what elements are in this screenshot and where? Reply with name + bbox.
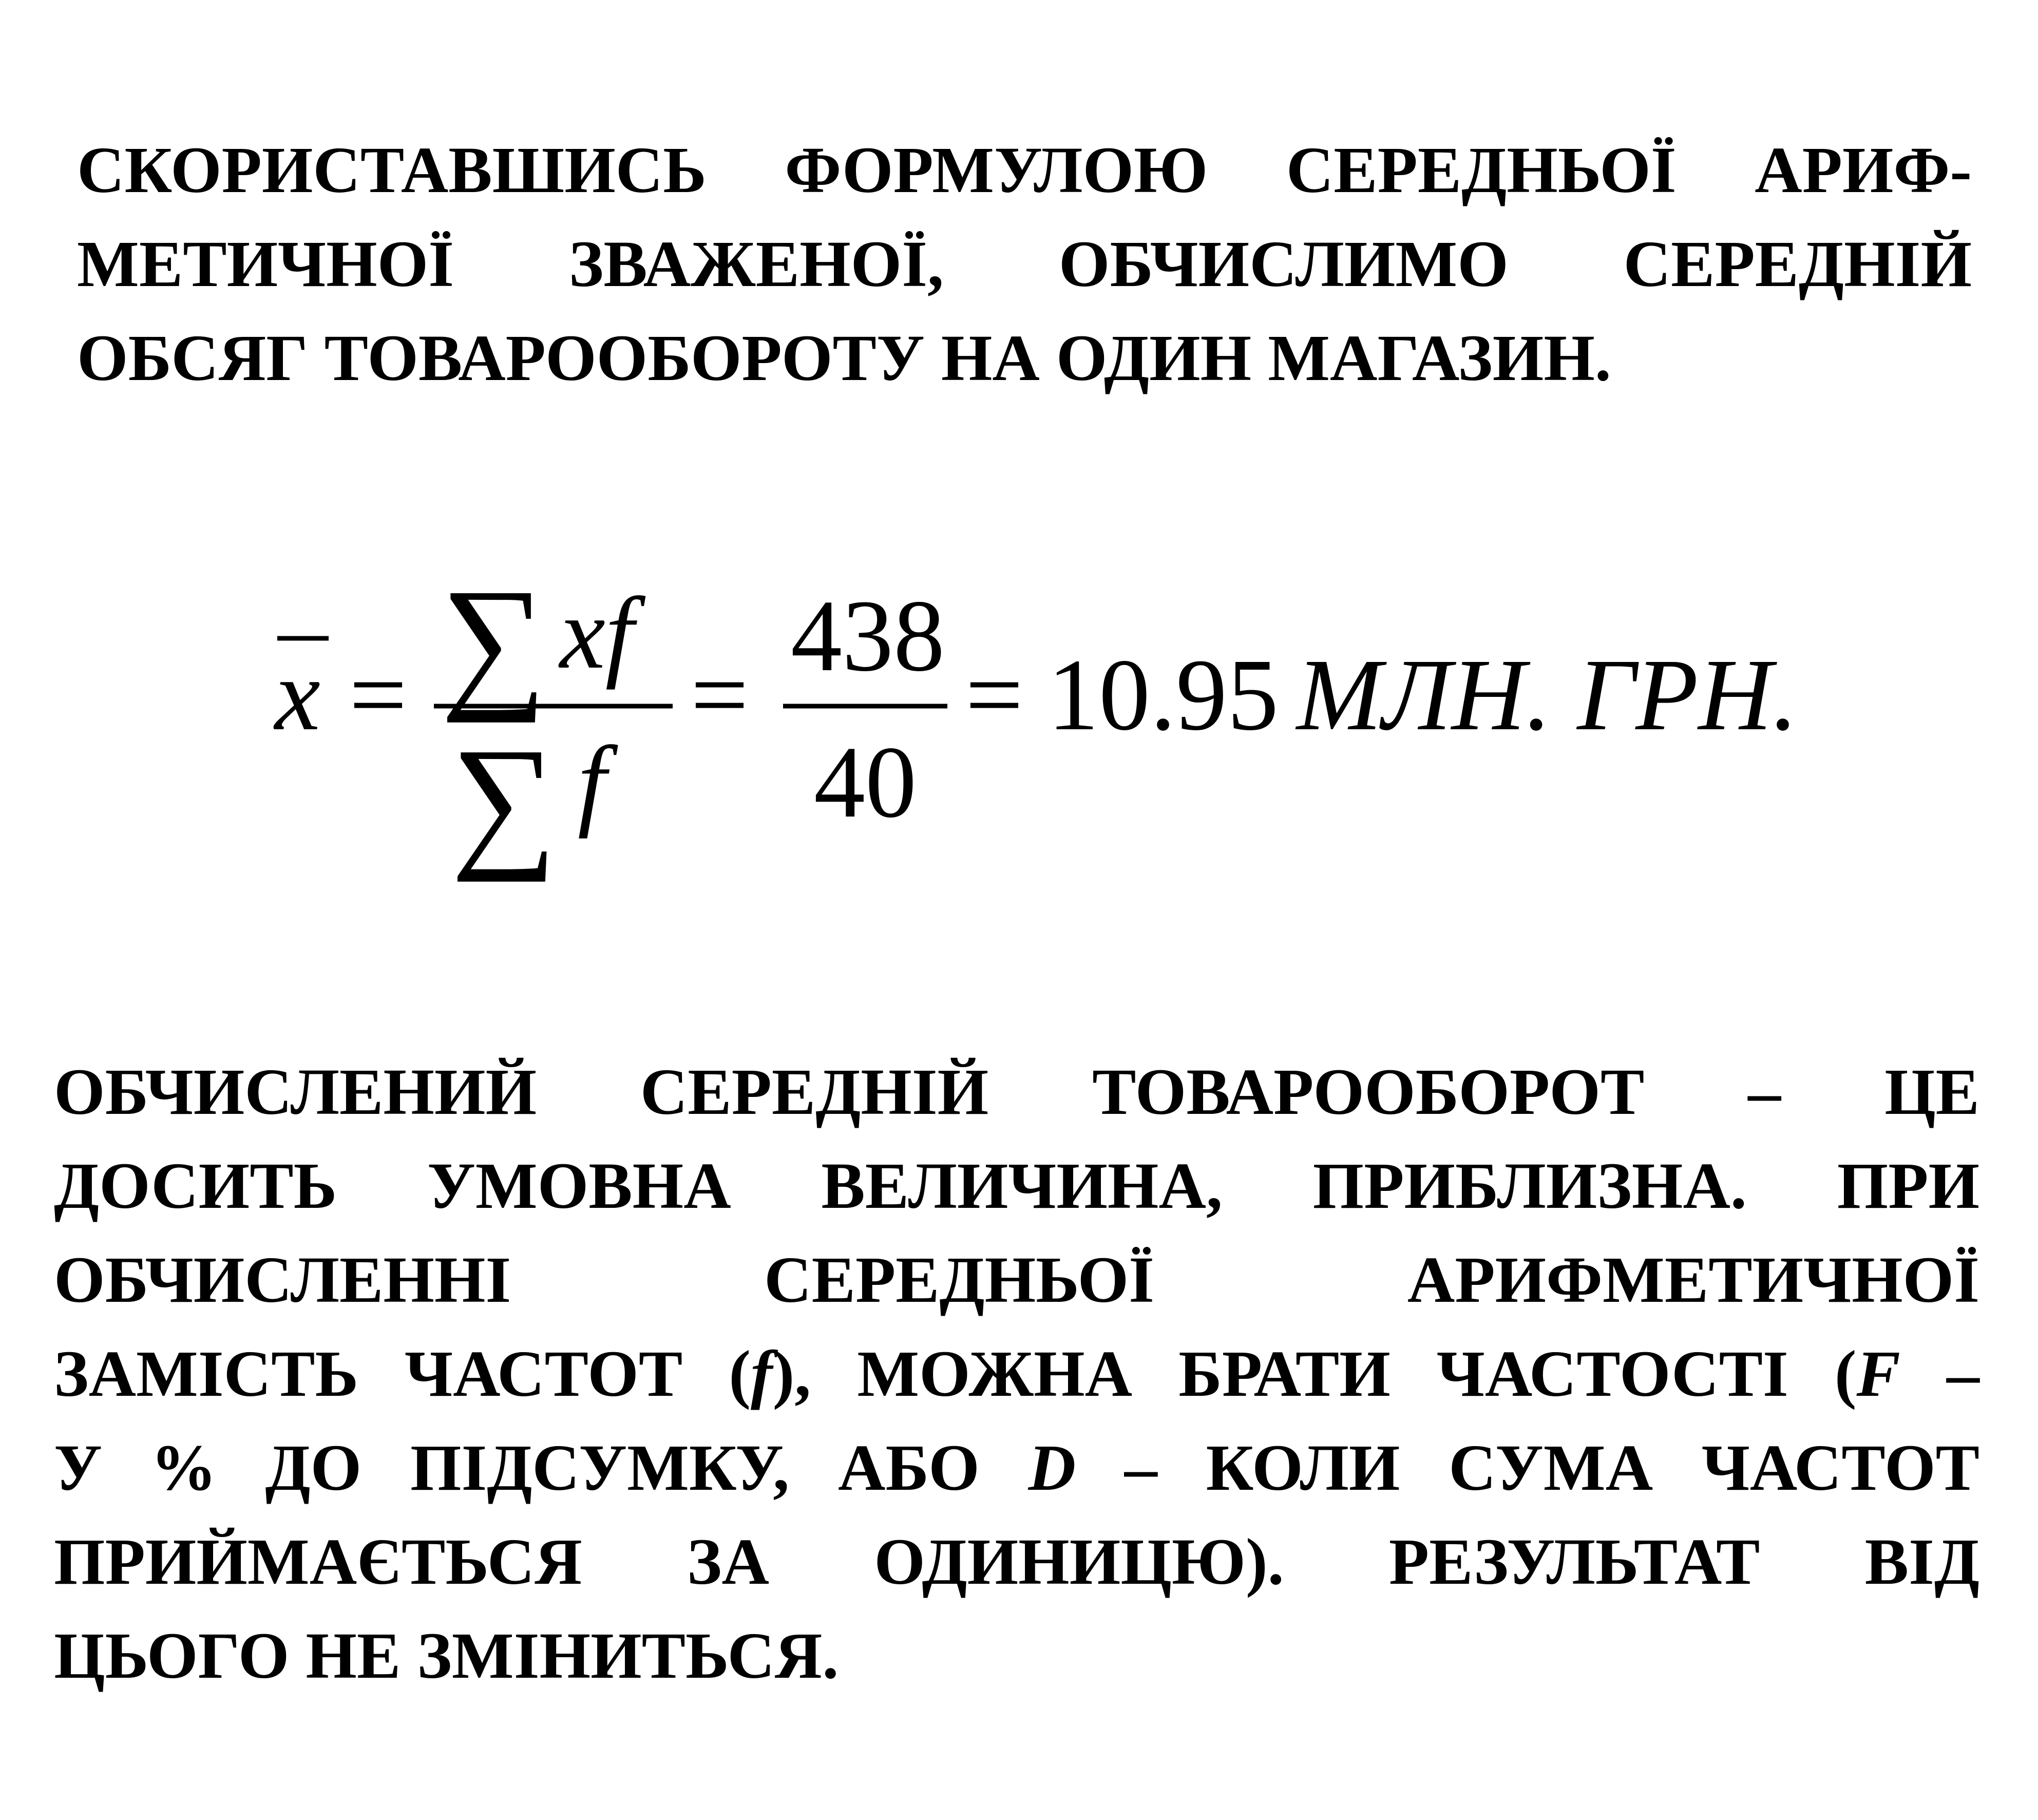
denominator-value: 40 [814,726,917,839]
conclusion-line-5-part-a: У % ДО ПІДСУМКУ, АБО [54,1431,1028,1504]
intro-line-2: МЕТИЧНОЇ ЗВАЖЕНОЇ, ОБЧИСЛИМО СЕРЕДНІЙ [77,228,1972,300]
result-unit: МЛН. ГРН. [1297,638,1798,752]
equals-sign-2: = [691,638,749,752]
conclusion-line-5 [54,1421,1979,1515]
frequency-symbol-F: F [1856,1337,1900,1410]
equals-sign-1: = [349,638,407,752]
numerator-expression: xf [560,577,634,690]
conclusion-line-6: ПРИЙМАЄТЬСЯ ЗА ОДИНИЦЮ). РЕЗУЛЬТАТ ВІД [54,1525,1979,1598]
conclusion-paragraph [54,1045,1979,1703]
intro-line-3: ОБСЯГ ТОВАРООБОРОТУ НА ОДИН МАГАЗИН. [77,321,1611,394]
denominator-expression: f [578,726,606,839]
frequency-symbol-f: f [750,1337,773,1410]
conclusion-line-1: ОБЧИСЛЕНИЙ СЕРЕДНІЙ ТОВАРООБОРОТ – ЦЕ [54,1055,1979,1128]
conclusion-line-5-part-b: – КОЛИ СУМА ЧАСТОТ [1076,1431,1980,1504]
denominator-sum-symbol: ∑ [451,717,557,882]
equals-sign-3: = [965,638,1023,752]
mean-symbol: x [275,638,320,752]
conclusion-line-4 [54,1327,1979,1421]
conclusion-line-3: ОБЧИСЛЕННІ СЕРЕДНЬОЇ АРИФМЕТИЧНОЇ [54,1243,1979,1316]
numerator-value: 438 [791,579,945,693]
numerator-sum-symbol: ∑ [441,558,547,723]
conclusion-line-4-part-b: ), МОЖНА БРАТИ ЧАСТОСТІ ( [772,1337,1857,1410]
conclusion-line-2: ДОСИТЬ УМОВНА ВЕЛИЧИНА, ПРИБЛИЗНА. ПРИ [54,1149,1979,1222]
frequency-symbol-D: D [1028,1431,1076,1504]
conclusion-line-4-part-c: – [1900,1337,1980,1410]
conclusion-line-7: ЦЬОГО НЕ ЗМІНИТЬСЯ. [54,1619,839,1692]
intro-line-1: СКОРИСТАВШИСЬ ФОРМУЛОЮ СЕРЕДНЬОЇ АРИФ- [77,134,1972,206]
result-value: 10.95 [1047,638,1279,752]
conclusion-line-4-part-a: ЗАМІСТЬ ЧАСТОТ ( [54,1337,751,1410]
